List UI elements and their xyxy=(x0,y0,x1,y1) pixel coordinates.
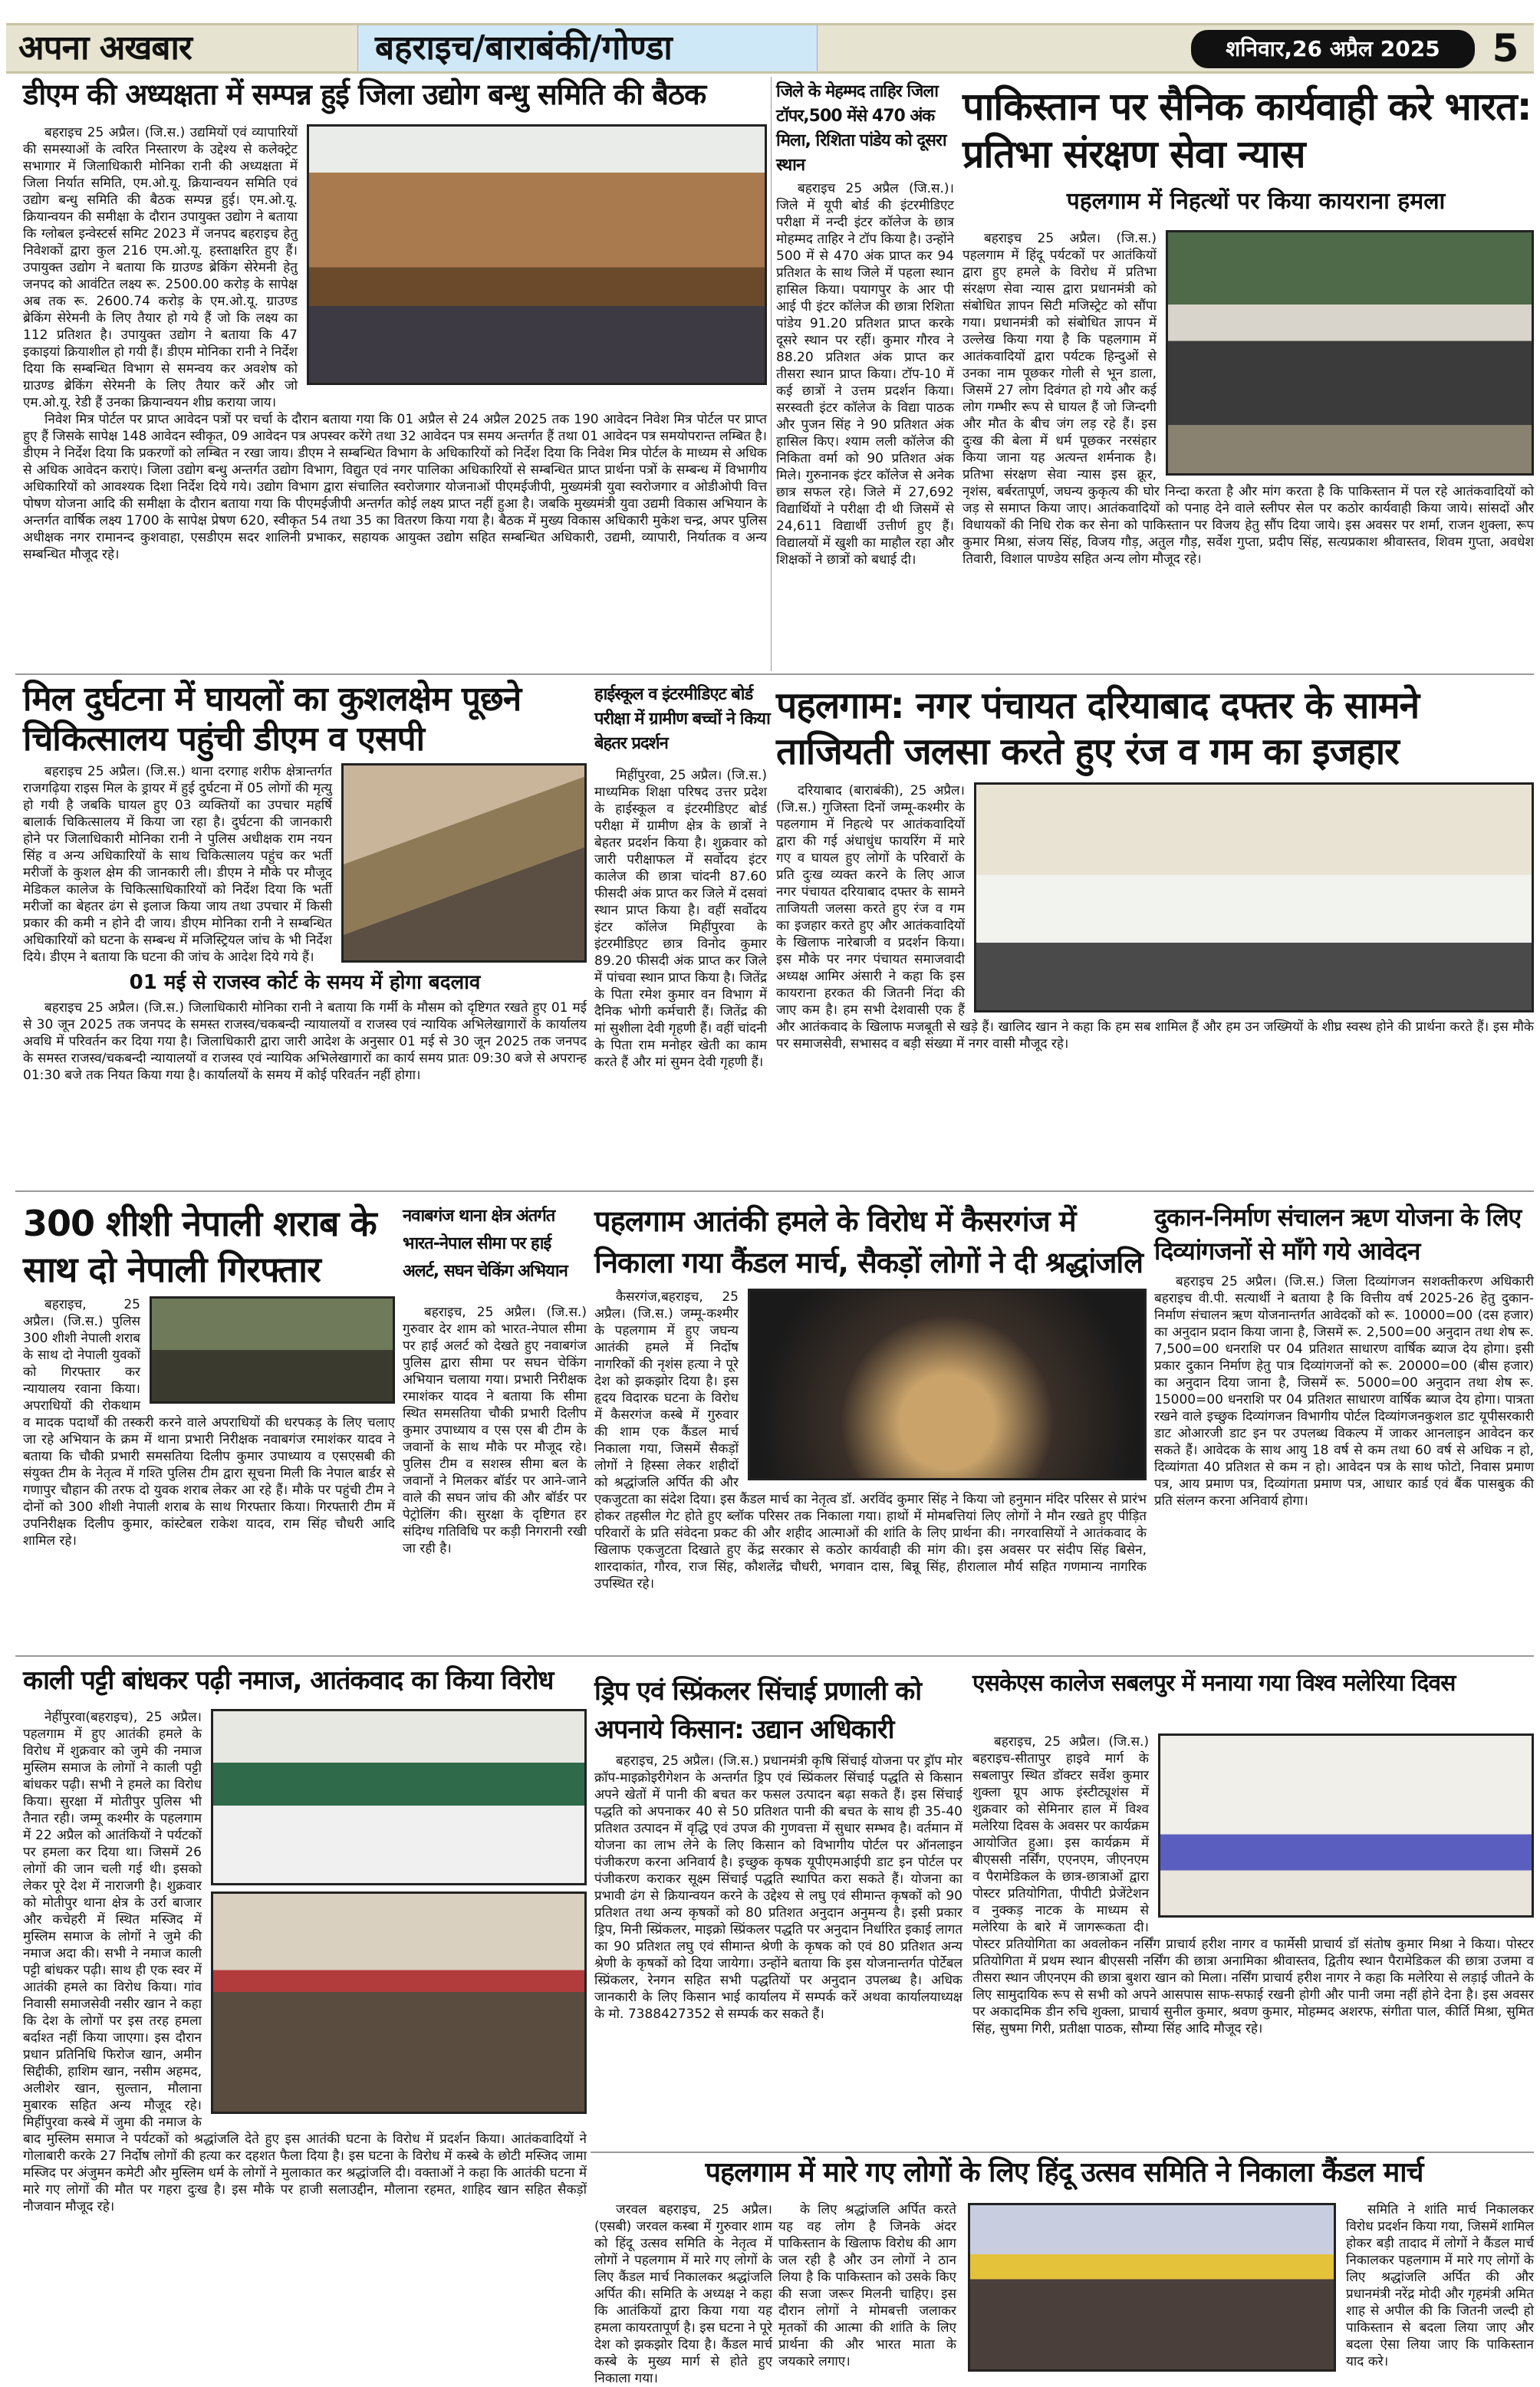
article-body xyxy=(776,180,954,671)
headline-divyang-loan: दुकान-निर्माण संचालन ऋण योजना के लिए दिव्यांगजनों से माँगे गये आवेदन xyxy=(1154,1203,1522,1266)
article-text: बहराइच 25 अप्रैल। (जि.स.) जिलाधिकारी मोनिका रानी ने बताया कि गर्मी के मौसम को दृष्टिगत रखते हुए 01 मई से 30 जून 2025 तक जनपद के समस्त राजस्व/चकबन्दी न्यायालयों व राजस्व एवं न्यायिक अभिलेखागारों के कार्यालय अवधि में परिवर्तन कर दिया गया है। जिलाधिकारी द्वारा जारी आदेश के अनुसार 01 मई से 30 जून 2025 तक जनपद के समस्त राजस्व/चकबन्दी न्यायालयों व राजस्व एवं न्यायिक अभिलेखागारों का कार्य समय प्रातः 09:30 बजे से अपरान्ह 01:30 बजे तक नियत किया गया है। कार्यालयों के समय में कोई परिवर्तन नहीं होगा। xyxy=(23,1000,587,1083)
headline-malaria-day: एसकेएस कालेज सबलपुर में मनाया गया विश्व मलेरिया दिवस xyxy=(972,1670,1456,1697)
headline-namaz: काली पट्टी बांधकर पढ़ी नमाज, आतंकवाद का किया विरोध xyxy=(23,1665,554,1696)
article-text: दरियाबाद (बाराबंकी), 25 अप्रैल। (जि.स.) गुजिस्ता दिनों जम्मू-कश्मीर के पहलगाम में निहत्थे पर आतंकवादियों द्वारा की गई अंधाधुंध फायरिंग में मारे गए व घायल हुए लोगों के परिवारों के प्रति दुःख व्यक्त करने के लिए आज नगर पंचायत दरियाबाद दफ्तर के सामने ताजियती जलसा करते हुए रंज व गम का इजहार करते हुए और आतंकवादियों के खिलाफ नारेबाजी व प्रदर्शन किया। इस मौके पर नगर पंचायत समाजवादी अध्यक्ष आमिर अंसारी ने कहा कि इस कायराना हरकत की जितनी निंदा की जाए कम है। हम सभी देशवासी एक हैं और आतंकवाद के खिलाफ मजबूती से खड़े हैं। खालिद खान ने कहा कि हम सब शामिल हैं और हम उन जख्मियों के शीघ्र स्वस्थ होने की प्रार्थना करते हैं। इस मौके पर समाजसेवी, सभासद व बड़ी संख्या में नगर वासी मौजूद रहे। xyxy=(776,783,1534,1052)
headline-jarwal-candle-march: पहलगाम में मारे गए लोगों के लिए हिंदू उत्सव समिति ने निकाला कैंडल मार्च xyxy=(705,2157,1423,2188)
headline-topper: जिले के मेहम्मद ताहिर जिला टॉपर,500 मेंसे 470 अंक मिला, रिशिता पांडेय को दूसरा स्थान xyxy=(776,82,946,175)
row-divider xyxy=(15,1190,1534,1192)
article-text: कैसरगंज,बहराइच, 25 अप्रैल। (जि.स.) जम्मू-कश्मीर के पहलगाम में हुए जघन्य आतंकी हमले में निर्दोष नागरिकों की नृशंस हत्या ने पूरे देश को झकझोर दिया है। इस हृदय विदारक घटना के विरोध में कैसरगंज कस्बे में गुरुवार की शाम एक कैंडल मार्च निकाला गया, जिसमें सैकड़ों लोगों ने हिस्सा लेकर शहीदों को श्रद्धांजलि अर्पित की और एकजुटता का संदेश दिया। इस कैंडल मार्च का नेतृत्व डॉ. अरविंद कुमार सिंह ने किया जो हनुमान मंदिर परिसर से प्रारंभ होकर तहसील गेट होते हुए ब्लॉक परिसर तक निकाला गया। हाथों में मोमबत्तियां लिए लोगों ने मौन रखते हुए पीड़ित परिवारों के प्रति संवेदना प्रकट की और शहीद आत्माओं की शांति के लिए प्रार्थना की। नगरवासियों ने आतंकवाद के खिलाफ एकजुटता दिखाते हुए केंद्र सरकार से कठोर कार्यवाही की मांग की। इस अवसर पर संदीप सिंह बिसेन, शारदाकांत, गौरव, राज सिंह, कौशलेंद्र चौधरी, भगवान दास, बिन्नू सिंह, हीरालाल मौर्य सहित गणमान्य नागरिक उपस्थित रहे। xyxy=(594,1289,1147,1592)
photo-namaz xyxy=(211,1709,587,1885)
headline-board-exam: हाईस्कूल व इंटरमीडिएट बोर्ड परीक्षा में ग्रामीण बच्चों ने किया बेहतर प्रदर्शन xyxy=(594,685,770,753)
article-text: बहराइच 25 अप्रैल। (जि.स.) थाना दरगाह शरीफ क्षेत्रान्तर्गत राजगढ़िया राइस मिल के ड्रायर में हुई दुर्घटना में 05 लोगों की मृत्यु हो गयी है जबकि घायल हुए 03 व्यक्तियों का उपचार महर्षि बालार्क चिकित्सालय में किया जा रहा है। दुर्घटना की जानकारी होने पर जिलाधिकारी मोनिका रानी ने पुलिस अधीक्षक राम नयन सिंह व अन्य अधिकारियों के साथ चिकित्सालय पहुंच कर भर्ती मरीजों के कुशल क्षेम की जानकारी ली। डीएम ने मौके पर मौजूद मेडिकल कालेज के चिकित्साधिकारियों को निर्देश दिया कि भर्ती मरीजों का बेहतर ढंग से इलाज किया जाय तथा उपचार में किसी प्रकार की कमी न होने दी जाय। डीएम मोनिका रानी ने सम्बन्धित अधिकारियों को घटना के सम्बन्ध में मजिस्ट्रियल जांच के भी निर्देश दिये। डीएम ने बताया कि घटना की जांच के आदेश दिये गये हैं। xyxy=(23,764,332,965)
article-body xyxy=(972,1733,1534,2148)
photo-malaria-seminar xyxy=(1158,1733,1534,1918)
article-text: बहराइच 25 अप्रैल (जि.स.)। जिले में यूपी बोर्ड की इंटरमीडिएट परीक्षा में नन्दी इंटर कॉलेज के छात्र मोहम्मद ताहिर ने टॉप किया है। उन्होंने 500 में से 470 अंक प्राप्त कर 94 प्रतिशत के साथ जिले में पहला स्थान हासिल किया। पयागपुर के आर पी आई पी इंटर कॉलेज की छात्रा रिशिता पांडेय 91.20 प्रतिशत प्राप्त करके दूसरे स्थान पर रहीं। कुमार गौरव ने 88.20 प्रतिशत अंक प्राप्त कर तीसरा स्थान प्राप्त किया। टॉप-10 में कई छात्रों ने उत्तम प्रदर्शन किया। सरस्वती इंटर कॉलेज के विद्या पाठक और पुजन सिंह ने 90 प्रतिशत अंक हासिल किए। श्याम लली कॉलेज की निकिता वर्मा को 90 प्रतिशत अंक मिले। गुरुनानक इंटर कॉलेज से अनेक छात्र सफल रहे। जिले में 27,692 विद्यार्थियों ने परीक्षा दी थी जिसमें से 24,611 विद्यार्थी उत्तीर्ण हुए हैं। विद्यालयों में खुशी का माहौल रहा और शिक्षकों ने छात्रों को बधाई दी। xyxy=(776,181,954,568)
photo-hospital-visit xyxy=(341,763,587,963)
article-body xyxy=(776,782,1534,1185)
article-body xyxy=(23,124,767,671)
photo-candle-march xyxy=(748,1289,1147,1480)
article-body xyxy=(403,1304,587,1649)
article-text: बहराइच, 25 अप्रैल। (जि.स.) गुरुवार देर शाम को भारत-नेपाल सीमा पर हाई अलर्ट को देखते हुए नवाबगंज पुलिस द्वारा सीमा पर सघन चेकिंग अभियान चलाया गया। प्रभारी निरीक्षक रमाशंकर यादव ने बताया कि सीमा स्थित समसतिया चौकी प्रभारी दिलीप कुमार उपाध्याय व एस एस बी टीम के जवानों के साथ मौके पर मौजूद रहे। पुलिस टीम व सशस्त्र सीमा बल के जवानों ने मिलकर बॉर्डर पर आने-जाने वाले की सघन जांच की और बॉर्डर पर पेट्रोलिंग की। सुरक्षा के दृष्टिगत हर संदिग्ध गतिविधि पर कड़ी निगरानी रखी जा रही है। xyxy=(403,1305,587,1556)
article-text: मिहींपुरवा, 25 अप्रैल। (जि.स.) माध्यमिक शिक्षा परिषद उत्तर प्रदेश के हाईस्कूल व इंटरमीडिएट बोर्ड परीक्षा में ग्रामीण क्षेत्र के छात्रों ने बेहतर प्रदर्शन किया है। शुक्रवार को जारी परीक्षाफल में सर्वोदय इंटर कालेज की छात्रा चांदनी 87.60 फीसदी अंक प्राप्त कर जिले में दसवां स्थान प्राप्त किया है। वहीं सर्वोदय इंटर कॉलेज मिहींपुरवा के इंटरमीडिएट छात्र विनोद कुमार 89.20 फीसदी अंक प्राप्त कर जिले में पांचवा स्थान प्राप्त किया है। जितेंद्र के पिता रमेश कुमार वन विभाग में दैनिक भोगी कर्मचारी हैं। जितेंद्र की मां सुशीला देवी गृहणी हैं। वहीं चांदनी के पिता राम मनोहर खेती का काम करते हैं और मां सुमन देवी गृहणी हैं। xyxy=(594,768,767,1070)
article-body xyxy=(23,763,587,1185)
column-rule xyxy=(771,77,772,671)
headline-pratibha: पाकिस्तान पर सैनिक कार्यवाही करे भारत: प्रतिभा संरक्षण सेवा न्यास xyxy=(962,84,1532,176)
masthead xyxy=(6,23,1534,74)
article-text: बहराइच, 25 अप्रैल। (जि.स.) पुलिस 300 शीशी नेपाली शराब के साथ दो नेपाली युवकों को गिरफ्तार कर न्यायालय रवाना किया। अपराधियों की रोकथाम व मादक पदार्थों की तस्करी करने वाले अपराधियों की धरपकड़ के लिए चलाए जा रहे अभियान के क्रम में थाना प्रभारी निरीक्षक नवाबगंज रमाशंकर यादव ने बताया कि चौकी प्रभारी समसतिया दिलीप कुमार उपाध्याय व एसएसबी की संयुक्त टीम के नेतृत्व में गश्ति पुलिस टीम द्वारा सूचना मिली कि नेपाल बार्डर से गणापुर चौहान की तरफ दो युवक शराब लेकर आ रहे हैं। मौके पर पहुंची टीम ने दोनों को 300 शीशी नेपाली शराब के साथ गिरफ्तार किया। गिरफ्तारी टीम में उपनिरीक्षक दिलीप कुमार, कांस्टेबल राकेश यादव, राम सिंह चौधरी आदि शामिल रहे। xyxy=(23,1297,395,1549)
row-divider xyxy=(15,1655,1534,1657)
issue-date: शनिवार,26 अप्रैल 2025 xyxy=(1191,30,1475,68)
article-body xyxy=(1154,1273,1534,1649)
article-text: बहराइच 25 अप्रैल। (जि.स.) जिला दिव्यांगजन सशक्तीकरण अधिकारी बहराइच वी.पी. सत्यार्थी ने बताया है कि वित्तीय वर्ष 2025-26 हेतु दुकान-निर्माण संचालन ऋण योजनान्तर्गत आवेदकों को रू. 10000=00 (दस हजार) का अनुदान प्रदान किया जाना है, जिसमें रू. 2,500=00 अनुदान तथा शेष रू. 7,500=00 धनराशि पर 04 प्रतिशत साधारण वार्षिक ब्याज देय होगा। इसी प्रकार दुकान निर्माण हेतु पात्र दिव्यांगजनों को रू. 20000=00 (बीस हजार) का अनुदान दिया जाना है, जिसमें रू. 5000=00 अनुदान तथा शेष रू. 15000=00 धनराशि पर 04 प्रतिशत साधारण वार्षिक ब्याज देय होगा। पात्रता रखने वाले इच्छुक दिव्यांगजन विभागीय पोर्टल दिव्यांगजनकुशल डाट यूपीसरकारी डाट ओआरजी डाट इन पर उपलब्ध विकल्प में जाकर आनलाइन आवेदन कर सकते हैं। आवेदक के साथ आयु 18 वर्ष से कम तथा 60 वर्ष से अधिक न हो, दिव्यांगता 40 प्रतिशत से कम न हो। आवेदन पत्र के साथ फोटो, निवास प्रमाण पत्र, आय प्रमाण पत्र, दिव्यांगता प्रमाण पत्र, आधार कार्ड एवं बैंक पासबुक की प्रति संलग्न करना अनिवार्य होगा। xyxy=(1154,1274,1534,1509)
headline-nepali-liquor: 300 शीशी नेपाली शराब के साथ दो नेपाली गिरफ्तार xyxy=(23,1203,377,1290)
article-text: समिति ने शांति मार्च निकालकर विरोध प्रदर्शन किया गया, जिसमें शामिल होकर बड़ी तादाद में लोगों ने कैंडल मार्च निकालकर पहलगाम में मारे गए लोगों के लिए श्रद्धांजलि अर्पित की और प्रधानमंत्री नरेंद्र मोदी और गृहमंत्री अमित शाह से अपील की कि जितनी जल्दी हो पाकिस्तान से बदला लिया जाए और बदला ऐसा लिया जाए कि पाकिस्तान याद करे। xyxy=(1346,2202,1534,2369)
article-body xyxy=(594,767,767,1185)
photo-arrest xyxy=(150,1296,395,1404)
article-text: बहराइच, 25 अप्रैल। (जि.स.) प्रधानमंत्री कृषि सिंचाई योजना पर ड्रॉप मोर क्रॉप-माइक्रोइरीगेशन के अन्तर्गत ड्रिप एवं स्प्रिंकलर सिंचाई पद्धति से किसान अपने खेतों में पानी की बचत कर फसल उत्पादन बढ़ा सकते हैं। इस सिंचाई पद्धति को अपनाकर 40 से 50 प्रतिशत पानी की बचत के साथ ही 35-40 प्रतिशत उत्पादन में वृद्धि एवं उपज की गुणवत्ता में सुधार सम्भव है। वर्तमान में योजना का लाभ लेने के लिए किसान को विभागीय पोर्टल पर ऑनलाइन पंजीकरण करना अनिवार्य है। इच्छुक कृषक यूपीएमआईपी डाट इन पोर्टल पर पंजीकरण कराकर सूक्ष्म सिंचाई पद्धति स्थापित करा सकते हैं। योजना का प्रभावी ढंग से क्रियान्वयन करने के उद्देश्य से लघु एवं सीमान्त कृषकों को 90 प्रतिशत तथा अन्य कृषकों को 80 प्रतिशत अनुदान अनुमन्य है। इसी प्रकार ड्रिप, मिनी स्प्रिंकलर, माइक्रो स्प्रिंकलर पद्धति पर अनुदान निर्धारित इकाई लागत का 90 प्रतिशत लघु एवं सीमान्त श्रेणी के कृषक को एवं 80 प्रतिशत अन्य श्रेणी के कृषकों को दिया जायेगा। उन्होंने बताया कि इस योजनान्तर्गत पोर्टेबल स्प्रिंकलर, रेनगन सहित सभी पद्धतियों पर अनुदान उपलब्ध है। अधिक जानकारी के लिए किसान भाई कार्यालय में सम्पर्क करें अथवा कार्यालयाध्यक्ष के मो. 7388427352 से सम्पर्क कर सकते हैं। xyxy=(594,1753,962,2022)
article-text: बहराइच, 25 अप्रैल। (जि.स.) बहराइच-सीतापुर हाइवे मार्ग के सबलापुर स्थित डॉक्टर सर्वेश कुमार शुक्ला ग्रूप आफ इंस्टीट्यूशंस में शुक्रवार को सेमिनार हाल में विश्व मलेरिया दिवस के अवसर पर कार्यक्रम आयोजित हुआ। इस कार्यक्रम में बीएससी नर्सिंग, एएनएम, जीएनएम व पैरामेडिकल के छात्र-छात्राओं द्वारा पोस्टर प्रतियोगिता, पीपीटी प्रेजेंटेशन व नुक्कड़ नाटक के माध्यम से मलेरिया के बारे में जागरूकता दी। पोस्टर प्रतियोगिता का अवलोकन नर्सिंग प्राचार्य हरीश नागर व फार्मेसी प्राचार्य डॉ संतोष कुमार मिश्रा ने किया। पोस्टर प्रतियोगिता में प्रथम स्थान बीएससी नर्सिंग की छात्रा अनामिका श्रीवास्तव, द्वितीय स्थान पैरामेडिकल की छात्रा उजमा व तीसरा स्थान जीएनएम की छात्रा बुशरा खान को मिला। नर्सिंग प्राचार्य हरीश नागर ने कहा कि मलेरिया से लड़ाई जीतने के लिए सामुदायिक रूप से सभी को अपने आसपास साफ-सफाई रखनी होगी और पानी जमा नहीं होने देना है। इस अवसर पर अकादमिक डीन रुचि शुक्ला, प्राचार्य सुनील कुमार, श्रवण कुमार, मोहम्मद अशरफ, संगीता पाल, कीर्ति मिश्रा, सुमित सिंह, सुषमा गिरी, प्रतीक्षा पाठक, सौम्या सिंह आदि मौजूद रहे। xyxy=(972,1734,1534,2036)
article-text: नेहींपुरवा(बहराइच), 25 अप्रैल। पहलगाम में हुए आतंकी हमले के विरोध में शुक्रवार को जुमे की नमाज मुस्लिम समाज के लोगों ने काली पट्टी बांधकर पढ़ी। सभी ने हमले का विरोध किया। सुरक्षा में मोतीपुर पुलिस भी तैनात रही। जम्मू कश्मीर के पहलगाम में 22 अप्रैल को आतंकियों ने पर्यटकों पर हमला कर दिया था। जिसमें 26 लोगों की जान चली गई थी। इसको लेकर पूरे देश में नाराजगी है। शुक्रवार को मोतीपुर थाना क्षेत्र के उर्रा बाजार और कचेहरी में स्थित मस्जिद में मुस्लिम समाज के लोगों ने जुमे की नमाज अदा की। सभी ने नमाज काली पट्टी बांधकर पढ़ी। साथ ही एक स्वर में आतंकी हमले का विरोध किया। गांव निवासी समाजसेवी नसीर खान ने कहा कि देश के लोगों पर इस तरह हमला बर्दाश्त नहीं किया जाएगा। इस दौरान प्रधान प्रतिनिधि फिरोज खान, अमीन सिद्दीकी, हाशिम खान, नसीम अहमद, अलीशेर खान, सुल्तान, मौलाना मुबारक सहित अन्य मौजूद रहे। मिहींपुरवा कस्बे में जुमा की नमाज के बाद मुस्लिम समाज ने पर्यटकों को श्रद्धांजलि देते हुए इस आतंकी घटना के विरोध में प्रदर्शन किया। आतंकवादियों ने गोलाबारी करके 27 निर्दोष लोगों की हत्या कर दहशत फैला दिया है। इस घटना के विरोध में कस्बे के छोटी मस्जिद जामा मस्जिद पर अंजुमन कमेटी और मुस्लिम धर्म के लोगों ने मुलाकात कर श्रद्धांजलि दी। वक्ताओं ने कहा कि आतंकी घटना में मारे गए लोगों की मौत पर गहरा दुःख है। इस मौके पर हाजी सलाउद्दीन, मौलाना रहमत, शाहिद खान सहित सैकड़ों नौजवान मौजूद रहे। xyxy=(23,1710,587,2214)
article-text: बहराइच 25 अप्रैल। (जि.स.) पहलगाम में हिंदू पर्यटकों पर आतंकियों द्वारा हुए हमले के विरोध में प्रतिभा संरक्षण सेवा न्यास द्वारा प्रधानमंत्री को संबोधित ज्ञापन सिटी मजिस्ट्रेट को सौंपा गया। प्रधानमंत्री को संबोधित ज्ञापन में उल्लेख किया गया है कि पहलगाम में आतंकवादियों द्वारा पर्यटक हिन्दुओं से उनका नाम पूछकर गोली से भून डाला, जिसमें 27 लोग दिवंगत हो गये और कई लोग गम्भीर रूप से घायल हैं जो जिन्दगी और मौत के बीच जंग लड़ रहे हैं। इस दुःख की बेला में धर्म पूछकर नरसंहार किया जाना यह अत्यन्त शर्मनाक है। प्रतिभा संरक्षण सेवा न्यास इस क्रूर, नृशंस, बर्बरतापूर्ण, जघन्य कुकृत्य की घोर निन्दा करता है और मांग करता है कि पाकिस्तान में पल रहे आतंकवादियों को जड़ से समाप्त किया जाए। आतंकवादियों को पनाह देने वाले स्लीपर सेल पर कठोर कार्यवाही किया जाये। सांसदों और विधायकों की निधि रोक कर सेना को पाकिस्तान पर विजय हेतु सौंप दिया जाये। इस अवसर पर शर्मा, राजन शुक्ला, रूप कुमार मिश्रा, संजय सिंह, विजय गौड़, अतुल गौड़, सर्वेश गुप्ता, प्रदीप सिंह, सत्यप्रकाश श्रीवास्तव, शिवम गुप्ता, अवधेश तिवारी, विशाल पाण्डेय सहित अन्य लोग मौजूद रहे। xyxy=(962,231,1534,567)
row-divider xyxy=(591,2152,1534,2153)
headline-kaiserganj: पहलगाम आतंकी हमले के विरोध में कैसरगंज में निकाला गया कैंडल मार्च, सैकड़ों लोगों ने दी श्रद्धांजलि xyxy=(594,1204,1143,1279)
article-body xyxy=(594,1753,962,2148)
article-body xyxy=(594,2201,772,2386)
article-body xyxy=(778,2201,956,2374)
headline-dm-meeting: डीएम की अध्यक्षता में सम्पन्न हुई जिला उद्योग बन्धु समिति की बैठक xyxy=(23,77,706,111)
article-body xyxy=(594,1289,1147,1649)
photo-memorandum xyxy=(1166,230,1534,476)
article-text: निवेश मित्र पोर्टल पर प्राप्त आवेदन पत्रों पर चर्चा के दौरान बताया गया कि 01 अप्रैल से 24 अप्रैल 2025 तक 190 आवेदन निवेश मित्र पोर्टल पर प्राप्त हुए हैं जिसके सापेक्ष 148 आवेदन स्वीकृत, 09 आवेदन पत्र अपस्वर करेंगे तथा 32 आवेदन पत्र समय अन्तर्गत हैं तथा 01 आवेदन पत्र समयोपरान्त लम्बित है। डीएम ने निर्देश दिया कि प्रकरणों को लम्बित न रखा जाय। डीएम ने सम्बन्धित विभाग के अधिकारियों को निर्देश दिया कि निवेश मित्र पोर्टल के माध्यम से अधिक से अधिक आवेदन कराएं। जिला उद्योग बन्धु अन्तर्गत उद्योग विभाग, विद्युत एवं नगर पालिका अधिकारियों से सम्बन्धित प्राप्त प्रार्थना पत्रों के सम्बन्ध में विभागीय अधिकारियों को आवश्यक दिशा निर्देश दिये गये। उद्योग विभाग द्वारा संचालित स्वरोजगार योजनाओं पीएमईजीपी, मुख्यमंत्री युवा स्वरोजगार व ओडीओपी वित्त पोषण योजना आदि की समीक्षा के दौरान बताया गया कि पीएमईजीपी अन्तर्गत कोई लक्ष्य प्राप्त नहीं हुआ है। जबकि मुख्यमंत्री युवा उद्यमी विकास अभियान के अन्तर्गत वार्षिक लक्ष्य 1700 के सापेक्ष प्रेषण 620, स्वीकृत 54 तथा 35 का वितरण किया गया है। बैठक में मुख्य विकास अधिकारी मुकेश चन्द्र, अपर पुलिस अधीक्षक नगर रामानन्द कुशवाहा, एसडीएम सदर शालिनी प्रभाकर, सहायक आयुक्त उद्योग सहित सम्बन्धित अधिकारी, उद्यमी, व्यापारी, निर्यातक व अन्य सम्बन्धित मौजूद रहे। xyxy=(23,412,768,562)
subheadline-revenue-court: 01 मई से राजस्व कोर्ट के समय में होगा बदलाव xyxy=(129,971,481,994)
headline-drip-irrigation: ड्रिप एवं स्प्रिंकलर सिंचाई प्रणाली को अपनाये किसान: उद्यान अधिकारी xyxy=(594,1676,922,1745)
article-text: जरवल बहराइच, 25 अप्रैल। (एसबी) जरवल कस्बा में गुरुवार शाम को हिंदू उत्सव समिति के नेतृत्व में लोगों ने पहलगाम में मारे गए लोगों के लिए कैंडल मार्च निकालकर श्रद्धांजलि अर्पित की। समिति के अध्यक्ष ने कहा कि आतंकियों द्वारा किया गया यह हमला कायरतापूर्ण है। इस घटना ने पूरे देश को झकझोर दिया है। कैंडल मार्च कस्बे के मुख्य मार्ग से होते हुए निकाला गया। xyxy=(594,2202,772,2386)
edition-region: बहराइच/बाराबंकी/गोण्डा xyxy=(357,25,818,71)
photo-jarwal-march xyxy=(968,2203,1336,2372)
article-body xyxy=(23,1709,587,2370)
subheadline: पहलगाम में निहत्थों पर किया कायराना हमला xyxy=(1066,188,1446,215)
page-number: 5 xyxy=(1492,26,1519,71)
headline-border-alert: नवाबगंज थाना क्षेत्र अंतर्गत भारत-नेपाल सीमा पर हाई अलर्ट, सघन चेकिंग अभियान xyxy=(403,1207,568,1281)
brand-name: अपना अखबार xyxy=(18,28,192,67)
row-divider xyxy=(15,673,1534,675)
photo-meeting-hall xyxy=(307,124,767,385)
article-text: बहराइच 25 अप्रैल। (जि.स.) उद्यमियों एवं व्यापारियों की समस्याओं के त्वरित निस्तारण के उद्देश्य से कलेक्ट्रेट सभागार में जिलाधिकारी मोनिका रानी की अध्यक्षता में जिला निर्यात समिति, एम.ओ.यू. क्रियान्वयन समिति एवं उद्योग बन्धु समिति की बैठक सम्पन्न हुई। एम.ओ.यू. क्रियान्वयन की समीक्षा के दौरान उपायुक्त उद्योग ने बताया कि ग्लोबल इन्वेस्टर्स समिट 2023 में जनपद बहराइच हेतु निवेशकों द्वारा कुल 216 एम.ओ.यू. हस्ताक्षरित हुए हैं। उपायुक्त उद्योग ने बताया कि ग्राउण्ड ब्रेकिंग सेरेमनी हेतु जनपद को आवंटित लक्ष्य रू. 2500.00 करोड़ के सापेक्ष अब तक रू. 2600.74 करोड़ के एम.ओ.यू. ग्राउण्ड ब्रेकिंग सेरेमनी के लिए तैयार हो गये हैं जो कि लक्ष्य का 112 प्रतिशत है। उपायुक्त उद्योग ने बताया कि 47 इकाइयां क्रियाशील हो गयी हैं। डीएम मोनिका रानी ने निर्देश दिया कि सम्बन्धित विभाग से समन्वय कर अवशेष को ग्राउण्ड ब्रेकिंग सेरेमनी के लिए तैयार करें और जो एम.ओ.यू. रेडी हैं उनका क्रियान्वयन शीघ्र कराया जाय। xyxy=(23,125,298,410)
photo-protest-dariyabad xyxy=(974,782,1534,1012)
photo-protest-mihinpurwa xyxy=(211,1891,587,2114)
article-body xyxy=(23,1296,395,1649)
article-body xyxy=(962,230,1534,671)
article-body xyxy=(1346,2201,1534,2374)
headline-mill-accident: मिल दुर्घटना में घायलों का कुशलक्षेम पूछने चिकित्सालय पहुंची डीएम व एसपी xyxy=(23,680,522,759)
article-text: के लिए श्रद्धांजलि अर्पित करते यह वह लोग है जिनके अंदर पाकिस्तान के खिलाफ विरोध की आग जल रही है और उन लोगों ने ठान लिया है कि पाकिस्तान को उसके किए की सजा जरूर मिलनी चाहिए। इस दौरान लोगों ने मोमबत्ती जलाकर मृतकों की आत्मा की शांति के लिए प्रार्थना की और भारत माता के जयकारे लगाए। xyxy=(778,2202,956,2369)
headline-dariyabad: पहलगाम: नगर पंचायत दरियाबाद दफ्तर के सामने ताजियती जलसा करते हुए रंज व गम का इजहार xyxy=(776,684,1420,773)
